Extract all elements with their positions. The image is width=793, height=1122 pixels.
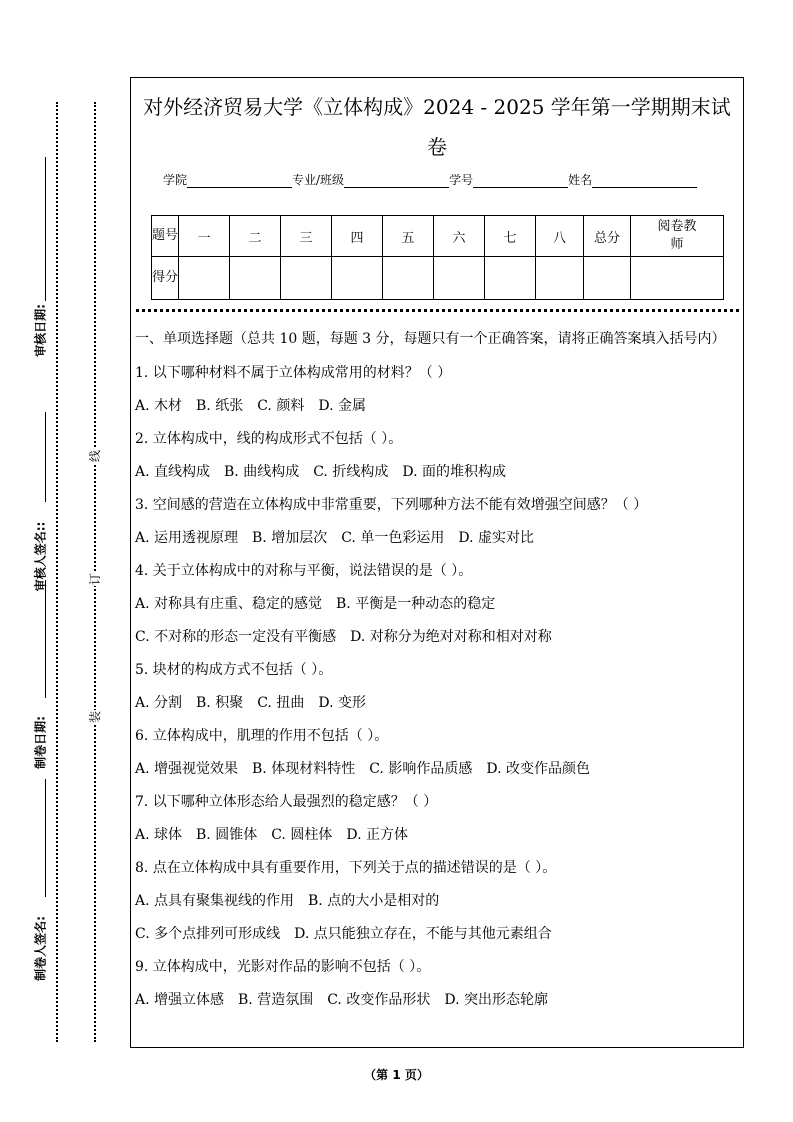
score-cell[interactable] [179, 257, 230, 300]
section-title: 一、单项选择题（总共 10 题，每题 3 分，每题只有一个正确答案，请将正确答案填入括号内） [135, 331, 726, 347]
major-class-field[interactable] [344, 173, 449, 188]
answer-option[interactable]: D. 点只能独立存在，不能与其他元素组合 [294, 926, 552, 942]
question-stem: 9. 立体构成中，光影对作品的影响不包括（ ）。 [135, 959, 431, 975]
answer-option[interactable]: B. 增加层次 [252, 530, 328, 546]
answer-option[interactable]: D. 正方体 [346, 827, 408, 843]
question-section [135, 328, 740, 1017]
answer-option[interactable]: B. 体现材料特性 [252, 761, 356, 777]
question-number-header: 题号 [152, 216, 179, 257]
question-stem: 4. 关于立体构成中的对称与平衡，说法错误的是（ ）。 [135, 563, 473, 579]
answer-option[interactable]: B. 曲线构成 [224, 464, 300, 480]
student-info-row [163, 171, 697, 188]
answer-option[interactable]: C. 不对称的形态一定没有平衡感 [135, 629, 337, 645]
name-label: 姓名 [568, 173, 593, 187]
answer-option[interactable]: A. 球体 [135, 827, 183, 843]
answer-option[interactable]: A. 分割 [135, 695, 183, 711]
student-id-field[interactable] [473, 173, 568, 188]
score-cell[interactable] [536, 257, 584, 300]
score-cell[interactable] [281, 257, 332, 300]
score-row-label: 得分 [152, 257, 179, 300]
option-row [135, 753, 740, 786]
answer-option[interactable]: A. 直线构成 [135, 464, 211, 480]
header-cell: 三 [281, 216, 332, 257]
page-title [131, 87, 743, 167]
option-row [135, 984, 740, 1017]
answer-option[interactable]: C. 多个点排列可形成线 [135, 926, 281, 942]
signature-line-make-date[interactable] [45, 580, 46, 698]
page-number: （第 1 页） [364, 1068, 429, 1082]
answer-option[interactable]: B. 点的大小是相对的 [308, 893, 440, 909]
title-line-1: 对外经济贸易大学《立体构成》2024 - 2025 学年第一学期期末试 [143, 95, 731, 119]
header-cell: 八 [536, 216, 584, 257]
score-cell[interactable] [230, 257, 281, 300]
option-row [135, 456, 740, 489]
title-line-2: 卷 [427, 135, 447, 159]
header-cell: 一 [179, 216, 230, 257]
option-row [135, 522, 740, 555]
question-stem: 2. 立体构成中，线的构成形式不包括（ ）。 [135, 431, 403, 447]
binding-char-order: 订 [88, 573, 102, 586]
answer-option[interactable]: A. 点具有聚集视线的作用 [135, 893, 295, 909]
header-cell: 五 [383, 216, 434, 257]
score-table-score-row [152, 257, 724, 300]
question-stem: 7. 以下哪种立体形态给人最强烈的稳定感？（ ） [135, 794, 438, 810]
answer-option[interactable]: B. 营造氛围 [238, 992, 314, 1008]
answer-option[interactable]: B. 积聚 [196, 695, 244, 711]
answer-option[interactable]: C. 颜料 [257, 398, 305, 414]
score-cell[interactable] [332, 257, 383, 300]
grader-header: 阅卷教师 [631, 216, 724, 257]
score-cell[interactable] [434, 257, 485, 300]
answer-option[interactable]: A. 增强视觉效果 [135, 761, 239, 777]
answer-option[interactable]: C. 扭曲 [257, 695, 305, 711]
answer-option[interactable]: D. 金属 [318, 398, 366, 414]
auditor-signature-label: 审核人签名:: [33, 521, 48, 592]
answer-option[interactable]: C. 改变作品形状 [327, 992, 431, 1008]
college-field[interactable] [187, 173, 292, 188]
answer-option[interactable]: D. 变形 [318, 695, 366, 711]
header-separator [136, 309, 739, 312]
question-list [135, 357, 740, 1017]
total-score-header: 总分 [584, 216, 631, 257]
option-row [135, 588, 740, 621]
answer-option[interactable]: D. 突出形态轮廓 [444, 992, 548, 1008]
answer-option[interactable]: A. 运用透视原理 [135, 530, 239, 546]
maker-signature-label: 制卷人签名: [33, 916, 48, 981]
answer-option[interactable]: A. 增强立体感 [135, 992, 225, 1008]
answer-option[interactable]: B. 平衡是一种动态的稳定 [336, 596, 496, 612]
option-row [135, 390, 740, 423]
grader-cell[interactable] [631, 257, 724, 300]
answer-option[interactable]: D. 对称分为绝对对称和相对对称 [350, 629, 552, 645]
signature-line-auditor[interactable] [45, 412, 46, 502]
answer-option[interactable]: D. 面的堆积构成 [402, 464, 506, 480]
option-row [135, 621, 740, 654]
make-date-label: 制卷日期: [33, 716, 48, 769]
college-label: 学院 [163, 173, 188, 187]
binding-char-bind: 装 [88, 711, 102, 724]
answer-option[interactable]: D. 虚实对比 [458, 530, 534, 546]
header-cell: 四 [332, 216, 383, 257]
answer-option[interactable]: C. 单一色彩运用 [341, 530, 445, 546]
binding-char-line: 线 [88, 450, 102, 463]
question-stem: 5. 块材的构成方式不包括（ ）。 [135, 662, 333, 678]
answer-option[interactable]: A. 木材 [135, 398, 183, 414]
question-stem: 1. 以下哪种材料不属于立体构成常用的材料？（ ） [135, 365, 452, 381]
question-stem: 3. 空间感的营造在立体构成中非常重要，下列哪种方法不能有效增强空间感？（ ） [135, 497, 648, 513]
signature-line-maker[interactable] [45, 779, 46, 897]
answer-option[interactable]: B. 纸张 [196, 398, 244, 414]
audit-date-label: 审核日期: [33, 304, 48, 357]
answer-option[interactable]: B. 圆锥体 [196, 827, 258, 843]
score-cell[interactable] [383, 257, 434, 300]
header-cell: 七 [485, 216, 536, 257]
major-class-label: 专业/班级 [292, 173, 345, 187]
name-field[interactable] [592, 173, 697, 188]
signature-line-audit-date[interactable] [45, 157, 46, 301]
answer-option[interactable]: C. 影响作品质感 [369, 761, 473, 777]
answer-option[interactable]: D. 改变作品颜色 [486, 761, 590, 777]
score-table-header-row [152, 216, 724, 257]
answer-option[interactable]: C. 折线构成 [313, 464, 389, 480]
question-stem: 8. 点在立体构成中具有重要作用，下列关于点的描述错误的是（ ）。 [135, 860, 557, 876]
total-score-cell[interactable] [584, 257, 631, 300]
score-table [151, 215, 724, 300]
answer-option[interactable]: A. 对称具有庄重、稳定的感觉 [135, 596, 323, 612]
option-row [135, 918, 740, 951]
option-row [135, 819, 740, 852]
score-cell[interactable] [485, 257, 536, 300]
header-cell: 六 [434, 216, 485, 257]
option-row [135, 885, 740, 918]
option-row [135, 687, 740, 720]
student-id-label: 学号 [449, 173, 474, 187]
binding-dotted-line-left [56, 102, 58, 1042]
header-cell: 二 [230, 216, 281, 257]
question-stem: 6. 立体构成中，肌理的作用不包括（ ）。 [135, 728, 389, 744]
answer-option[interactable]: C. 圆柱体 [271, 827, 333, 843]
